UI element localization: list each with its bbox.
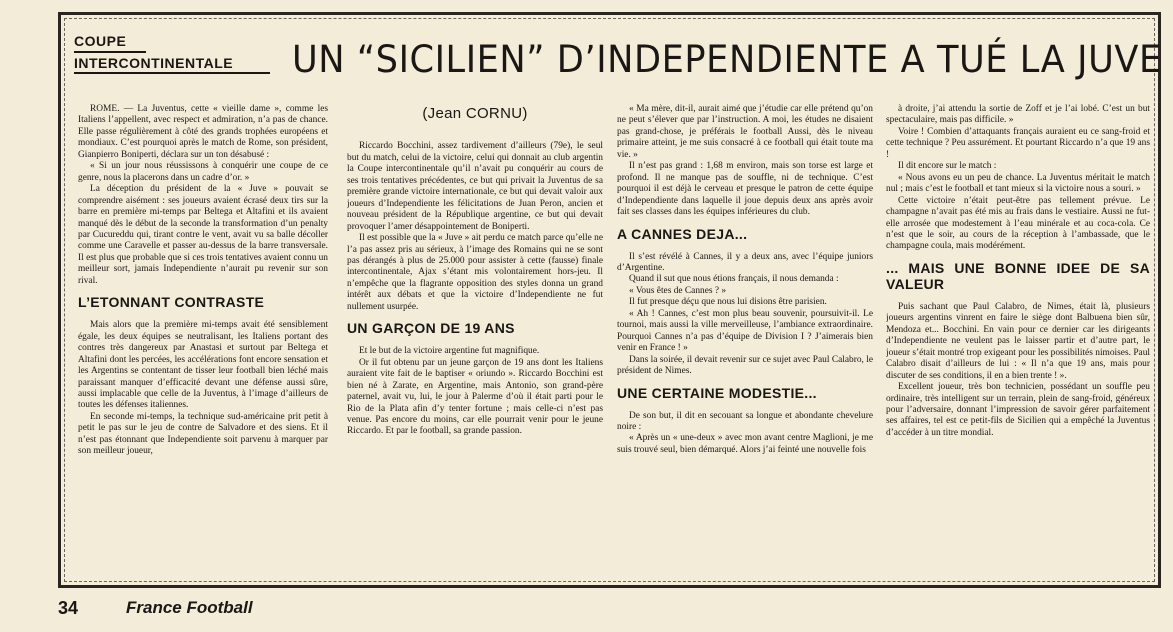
paragraph: à droite, j’ai attendu la sortie de Zoff et je l’ai lobé. C’est un but spectaculaire, mais pas difficile. »: [886, 104, 1150, 126]
page-footer: [58, 596, 1161, 626]
kicker-line-2: INTERCONTINENTALE: [74, 54, 270, 74]
paragraph: « Ma mère, dit-il, aurait aimé que j’étudie car elle prétend qu’on ne peut s’élever que par l’instruction. A moi, les études ne disaient pas grand-chose, je préférais le football Aussi, dès le niveau primaire atteint, je me suis consacré à ce football qui était toute ma vie. »: [617, 104, 873, 160]
paragraph: Il n’est pas grand : 1,68 m environ, mais son torse est large et profond. Il ne manque pas de souffle, ni de technique. C’est pourquoi il est déjà le cerveau et presque le patron de cette équipe d’Independiente dans laquelle il joue depuis deux ans après avoir fait ses classes dans les équipes inférieures du club.: [617, 161, 873, 218]
subheading: A CANNES DEJA...: [617, 225, 748, 242]
page-number: 34: [58, 598, 79, 618]
paragraph: Cette victoire n’était peut-être pas tellement prévue. Le champagne n’avait pas été mis au frais dans le vestiaire. Aussi ne fut-elle arrosée que modestement à l’eau minérale et au coca-cola. Ce n’est que le soir, au cours de la réception à l’ambassade, que le champagne coula, mais modérément.: [886, 195, 1150, 252]
paragraph: Dans la soirée, il devait revenir sur ce sujet avec Paul Calabro, le président de Nimes.: [617, 354, 873, 377]
paragraph: « Si un jour nous réussissons à conquérir une coupe de ce genre, nous la placerons dans un cadre d’or. »: [78, 161, 328, 183]
subheading: ... MAIS UNE BONNE IDEE DE SA VALEUR: [886, 259, 1150, 292]
paragraph: Il dit encore sur le match :: [898, 161, 997, 172]
paragraph: ROME. — La Juventus, cette « vieille dame », comme les Italiens l’appellent, avec respect et admiration, n’a pas de chance. Elle passe régulièrement à côté des grands trophées européens et mondiaux. C’est pourquoi après le match de Rome, son président, Gianpierro Boniperti, déclara sur un ton désabusé :: [78, 104, 328, 160]
kicker-line-1: COUPE: [74, 32, 146, 53]
column-2: [347, 104, 603, 582]
subheading: L’ETONNANT CONTRASTE: [78, 294, 265, 311]
paragraph: Il s’est révélé à Cannes, il y a deux ans, avec l’équipe juniors d’Argentine.: [617, 251, 873, 273]
section-kicker: [74, 32, 270, 74]
paragraph: Excellent joueur, très bon technicien, possédant un souffle peu ordinaire, très intelligent sur un terrain, plein de sang-froid, généreux pour l’adversaire, donnant l’impression de savoir gérer parfaitement ses affaires, tel est ce petit-fils de Sicilien qui a empêché la Juventus d’accéder à un titre mondial.: [886, 382, 1150, 438]
publication-name: France Football: [126, 598, 253, 617]
subheading: UN GARÇON DE 19 ANS: [347, 320, 515, 337]
column-3: [617, 104, 873, 582]
byline: (Jean CORNU): [422, 105, 528, 122]
paragraph: En seconde mi-temps, la technique sud-américaine prit petit à petit le pas sur le jeu de contre de Salvadore et des siens. Et il n’est pas étonnant que Independiente soit parvenu à marquer par son meilleur joueur,: [78, 411, 328, 457]
paragraph: Il est possible que la « Juve » ait perdu ce match parce qu’elle ne l’a pas assez pris au sérieux, à l’image des Romains qui ne se sont pas dérangés à plus de 25.000 pour assister à cette (fausse) finale intercontinentale, Ajax s’étant mis volontairement hors-jeu. Il n’empêche que la flagrante opposition des styles donna un grand intérêt aux débats et que la victoire d’Independiente ne fut nullement usurpée.: [347, 233, 603, 312]
article-headline: UN “SICILIEN” D’INDEPENDIENTE A TUÉ LA JUVE: [292, 38, 1162, 81]
paragraph: Quand il sut que nous étions français, il nous demanda :: [629, 274, 839, 285]
subheading: UNE CERTAINE MODESTIE...: [617, 384, 817, 401]
paragraph: « Après un « une-deux » avec mon avant centre Maglioni, je me suis trouvé seul, bien démarqué. Alors j’ai feinté une nouvelle fois: [617, 433, 873, 455]
paragraph: « Ah ! Cannes, c’est mon plus beau souvenir, poursuivit-il. Le tournoi, mais aussi la ville merveilleuse, l’ambiance extraordinaire. Pourquoi Cannes n’a pas d’équipe de Division I ? J’aimerais bien venir en France ! »: [617, 308, 873, 354]
paragraph: « Vous êtes de Cannes ? »: [629, 285, 727, 296]
column-4: [886, 104, 1150, 582]
paragraph: « Nous avons eu un peu de chance. La Juventus méritait le match nul ; mais c’est le football et tant mieux si la victoire nous a souri. »: [886, 172, 1150, 195]
paragraph: De son but, il dit en secouant sa longue et abondante chevelure noire :: [617, 410, 873, 432]
column-1: [78, 104, 328, 582]
paragraph: Riccardo Bocchini, assez tardivement d’ailleurs (79e), le seul but du match, celui de la victoire, celui qui donnait au club argentin la Coupe intercontinentale qu’il n’avait pu conquérir au cours de ses trois tentatives précédentes, ce but qui privait la Juventus de sa première grande victoire internationale, ce but qui devait valoir aux joueurs d’Independiente les félicitations de Juan Peron, ancien et nouveau président de la République argentine, ce but qui devait provoquer l’amer désappointement de Boniperti.: [347, 141, 603, 232]
paragraph: Mais alors que la première mi-temps avait été sensiblement égale, les deux équipes se neutralisant, les Italiens portant des contres très dangereux par Anastasi et surtout par Beltega et Altafini dont les percées, les accélérations font encore sensation et les Argentins se contentant de tisser leur football bien léché mais paraissant manquer d’efficacité devant une défense aussi sûre, aussi implacable que celle de la Juventus, à l’image d’ailleurs de toutes les défenses italiennes.: [78, 320, 328, 411]
paragraph: Et le but de la victoire argentine fut magnifique.: [359, 346, 540, 357]
paragraph: Voire ! Combien d’attaquants français auraient eu ce sang-froid et cette technique ? Peu assurément. Et pourtant Riccardo n’a que 19 ans !: [886, 126, 1150, 160]
paragraph: Or il fut obtenu par un jeune garçon de 19 ans dont les Italiens auraient vite fait de le baptiser « oriundo ». Riccardo Bocchini est bien né à Zarate, en Argentine, mais Antonio, son grand-père paternel, avait vu, lui, le jour à Palerme d’où il était parti pour le Rio de la Plata afin d’y tenter fortune ; mais celle-ci n’est pas venue. Pas encore du moins, car elle pourrait venir pour le jeune Riccardo. Et par le football, sa grande passion.: [347, 357, 603, 437]
paragraph: Il fut presque déçu que nous lui disions être parisien.: [629, 297, 827, 308]
paragraph: La déception du président de la « Juve » pouvait se comprendre aisément : ses joueurs avaient écrasé deux tirs sur la barre en première mi-temps par Beltega et Altafini et ils avaient manqué dès le début de la seconde la transformation d’un penalty par Cucureddu qui, tirant contre le vent, avait vu sa balle décoller comme une Caravelle et passer au-dessus de la barre transversale. Il est plus que probable que si ces trois tentatives avaient connu un meilleur sort, jamais Independiente n’aurait pu revenir sur son rival.: [78, 184, 328, 286]
paragraph: Puis sachant que Paul Calabro, de Nimes, était là, plusieurs joueurs argentins vinrent en faire le siège dont Balbuena bien sûr, Mendoza et... Bocchini. En vain pour ce dernier car les dirigeants d’Independiente ne veulent pas le laisser partir et d’autre part, le joueur s’était montré trop exigeant pour les possibilités nimoises. Paul Calabro disait d’ailleurs de lui : « Il n’a que 19 ans, mais pour discuter de ses conditions, il en a bien trente ! ».: [886, 301, 1150, 381]
